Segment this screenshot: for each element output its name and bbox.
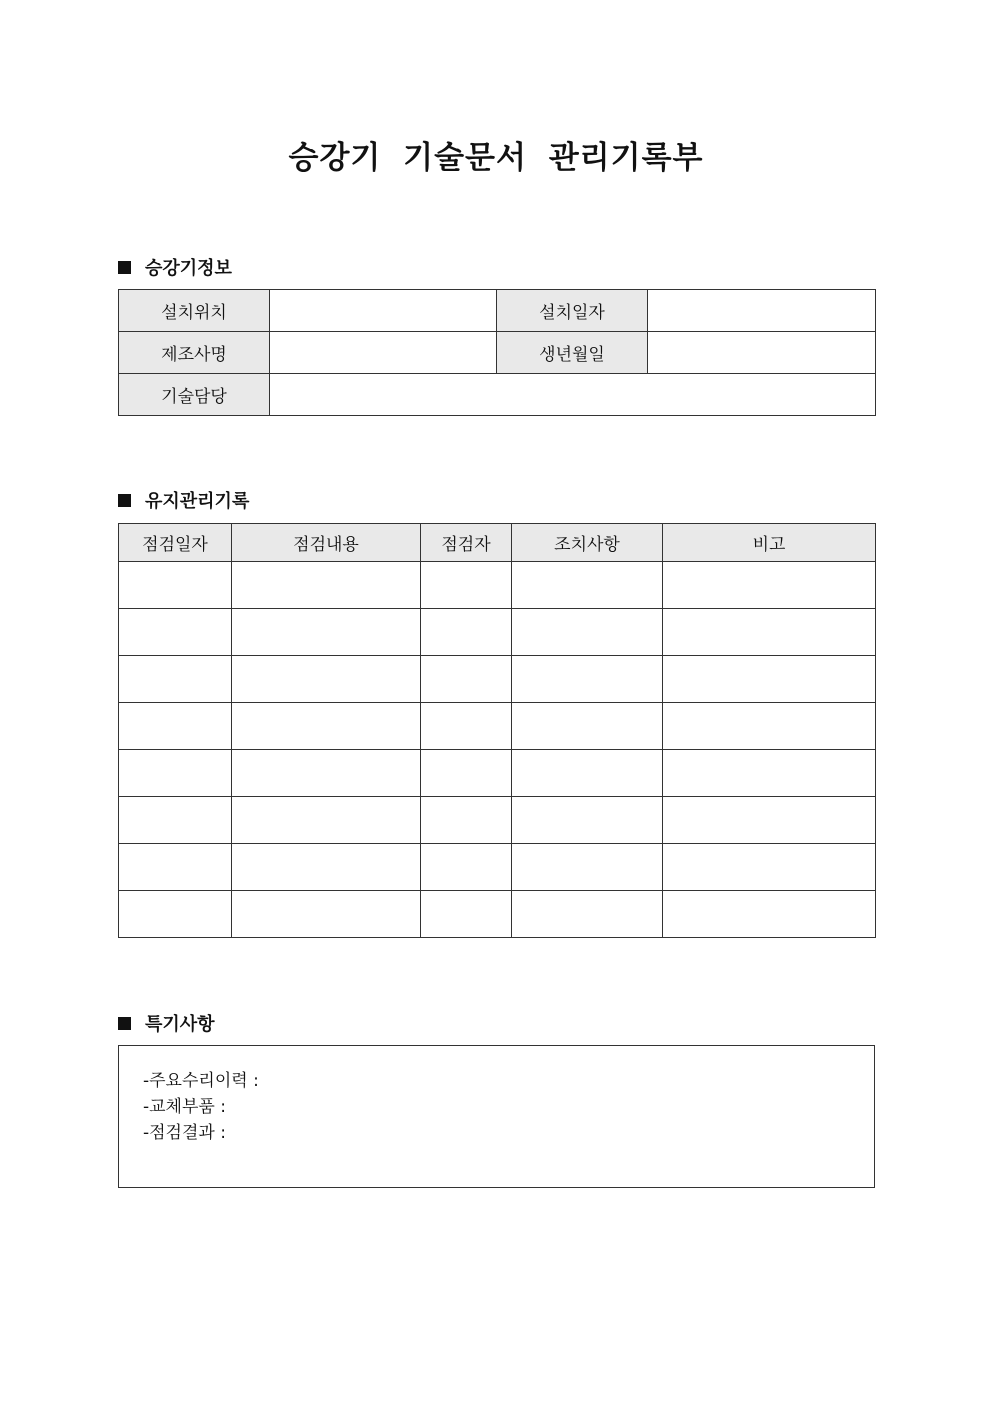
table-row — [119, 844, 876, 891]
maintenance-record-table — [118, 523, 876, 938]
inspection-date-cell[interactable] — [119, 656, 232, 703]
action-taken-cell[interactable] — [512, 703, 663, 750]
table-row — [119, 750, 876, 797]
inspector-cell[interactable] — [421, 562, 512, 609]
notes-line-replaced-parts: -교체부품 : — [143, 1097, 226, 1117]
inspector-cell[interactable] — [421, 656, 512, 703]
install-date-field[interactable] — [648, 290, 876, 332]
notes-box[interactable] — [118, 1045, 875, 1188]
manufacturer-field[interactable] — [270, 332, 497, 374]
remarks-cell[interactable] — [663, 844, 876, 891]
install-location-label: 설치위치 — [119, 290, 270, 332]
inspector-cell[interactable] — [421, 891, 512, 938]
inspection-content-cell[interactable] — [232, 797, 421, 844]
table-row — [119, 703, 876, 750]
inspection-content-cell[interactable] — [232, 703, 421, 750]
inspection-content-cell[interactable] — [232, 844, 421, 891]
inspection-content-cell[interactable] — [232, 562, 421, 609]
technician-label: 기술담당 — [119, 374, 270, 416]
manufacturer-label: 제조사명 — [119, 332, 270, 374]
column-header-inspection-content: 점검내용 — [232, 524, 421, 562]
black-square-icon — [118, 261, 131, 274]
section-heading-records — [118, 487, 249, 513]
section-heading-label: 승강기정보 — [145, 258, 232, 279]
remarks-cell[interactable] — [663, 797, 876, 844]
inspector-cell[interactable] — [421, 750, 512, 797]
column-header-action-taken: 조치사항 — [512, 524, 663, 562]
remarks-cell[interactable] — [663, 656, 876, 703]
elevator-info-table — [118, 289, 876, 416]
info-row — [119, 332, 876, 374]
inspector-cell[interactable] — [421, 844, 512, 891]
table-row — [119, 656, 876, 703]
remarks-cell[interactable] — [663, 891, 876, 938]
table-row — [119, 609, 876, 656]
table-header-row — [119, 524, 876, 562]
action-taken-cell[interactable] — [512, 750, 663, 797]
column-header-inspector: 점검자 — [421, 524, 512, 562]
action-taken-cell[interactable] — [512, 844, 663, 891]
section-heading-notes — [118, 1010, 215, 1036]
section-heading-info — [118, 254, 232, 280]
inspector-cell[interactable] — [421, 609, 512, 656]
table-row — [119, 797, 876, 844]
inspection-date-cell[interactable] — [119, 750, 232, 797]
black-square-icon — [118, 1017, 131, 1030]
action-taken-cell[interactable] — [512, 797, 663, 844]
black-square-icon — [118, 494, 131, 507]
inspection-date-cell[interactable] — [119, 562, 232, 609]
table-row — [119, 562, 876, 609]
inspection-date-cell[interactable] — [119, 703, 232, 750]
column-header-remarks: 비고 — [663, 524, 876, 562]
action-taken-cell[interactable] — [512, 609, 663, 656]
inspection-content-cell[interactable] — [232, 609, 421, 656]
column-header-inspection-date: 점검일자 — [119, 524, 232, 562]
manufacture-date-label: 생년월일 — [497, 332, 648, 374]
table-row — [119, 891, 876, 938]
remarks-cell[interactable] — [663, 562, 876, 609]
notes-line-inspection-result: -점검결과 : — [143, 1123, 226, 1143]
inspection-content-cell[interactable] — [232, 656, 421, 703]
inspection-date-cell[interactable] — [119, 609, 232, 656]
inspection-content-cell[interactable] — [232, 891, 421, 938]
info-row — [119, 290, 876, 332]
remarks-cell[interactable] — [663, 609, 876, 656]
inspection-date-cell[interactable] — [119, 891, 232, 938]
manufacture-date-field[interactable] — [648, 332, 876, 374]
section-heading-label: 유지관리기록 — [145, 491, 250, 512]
inspection-content-cell[interactable] — [232, 750, 421, 797]
install-location-field[interactable] — [270, 290, 497, 332]
action-taken-cell[interactable] — [512, 891, 663, 938]
notes-line-repair-history: -주요수리이력 : — [143, 1071, 259, 1091]
inspector-cell[interactable] — [421, 703, 512, 750]
action-taken-cell[interactable] — [512, 562, 663, 609]
install-date-label: 설치일자 — [497, 290, 648, 332]
section-heading-label: 특기사항 — [145, 1014, 215, 1035]
info-row — [119, 374, 876, 416]
page-title: 승강기 기술문서 관리기록부 — [288, 140, 704, 176]
action-taken-cell[interactable] — [512, 656, 663, 703]
remarks-cell[interactable] — [663, 750, 876, 797]
inspection-date-cell[interactable] — [119, 797, 232, 844]
inspection-date-cell[interactable] — [119, 844, 232, 891]
inspector-cell[interactable] — [421, 797, 512, 844]
technician-field[interactable] — [270, 374, 876, 416]
remarks-cell[interactable] — [663, 703, 876, 750]
